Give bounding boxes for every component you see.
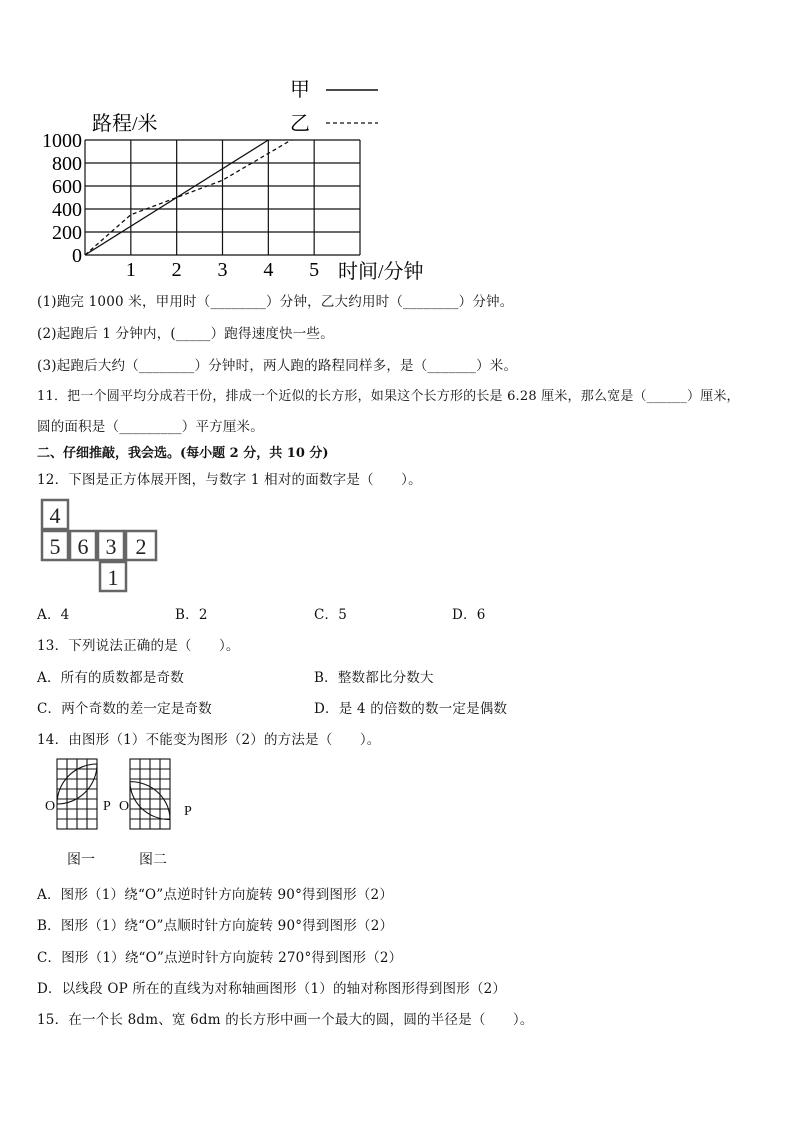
q10-part2: (2)起跑后 1 分钟内，(_____）跑得速度快一些。: [37, 326, 334, 342]
q12-option-b[interactable]: B．2: [175, 607, 208, 623]
y-tick-label: 400: [52, 199, 82, 221]
q13-option-c[interactable]: C．两个奇数的差一定是奇数: [37, 701, 212, 717]
q13-option-a[interactable]: A．所有的质数都是奇数: [37, 670, 184, 686]
x-tick-label: 1: [125, 259, 136, 281]
legend-a-label: 甲: [290, 79, 310, 101]
figure-2-caption: 图二: [139, 853, 167, 868]
chart-series: [85, 140, 291, 255]
q11-line2: 圆的面积是（_________）平方厘米。: [37, 419, 264, 435]
q11-line1: 11．把一个圆平均分成若干份，排成一个近似的长方形，如果这个长方形的长是 6.28 厘米，那么宽是（______）厘米，: [37, 389, 740, 404]
x-axis-label: 时间/分钟: [338, 261, 424, 283]
q12-stem: 12．下图是正方体展开图，与数字 1 相对的面数字是（ ）。: [37, 472, 422, 488]
x-tick-label: 3: [217, 259, 228, 281]
net-number-1: 5: [49, 534, 61, 559]
q14-stem: 14．由图形（1）不能变为图形（2）的方法是（ ）。: [37, 732, 381, 748]
series-line-2: [85, 140, 291, 255]
x-tick-label: 2: [171, 259, 182, 281]
y-tick-labels: [42, 130, 82, 267]
q12-option-c[interactable]: C．5: [314, 607, 348, 623]
q10-part1: (1)跑完 1000 米，甲用时（________）分钟，乙大约用时（________）分钟。: [37, 294, 514, 310]
q10-part3: (3)起跑后大约（________）分钟时，两人跑的路程同样多，是（_______）米。: [37, 358, 518, 374]
legend-b-label: 乙: [290, 113, 310, 135]
fig2-point-o: O: [119, 799, 130, 814]
y-tick-label: 200: [52, 222, 82, 244]
q13-stem: 13．下列说法正确的是（ ）。: [37, 638, 240, 654]
q13-option-b[interactable]: B．整数都比分数大: [314, 670, 434, 686]
q13-option-d[interactable]: D．是 4 的倍数的数一定是偶数: [314, 701, 508, 717]
cube-net-figure: [38, 497, 162, 593]
section-heading: 二、仔细推敲，我会选。(每小题 2 分，共 10 分): [37, 446, 329, 461]
chart-grid: [85, 140, 360, 255]
q12-option-a[interactable]: A．4: [37, 607, 70, 623]
figure-1-caption: 图一: [67, 853, 95, 868]
rotation-figures: [40, 756, 210, 872]
x-tick-label: 5: [309, 259, 320, 281]
q14-option-d[interactable]: D．以线段 OP 所在的直线为对称轴画图形（1）的轴对称图形得到图形（2）: [37, 981, 507, 997]
net-number-3: 3: [105, 534, 117, 559]
fig1-point-p: P: [103, 799, 111, 814]
net-number-4: 2: [135, 534, 147, 559]
net-number-2: 6: [77, 534, 89, 559]
x-tick-labels: [126, 259, 319, 281]
figure-2-grid: [130, 759, 170, 829]
y-tick-label: 800: [52, 153, 82, 175]
fig1-point-o: O: [45, 799, 56, 814]
y-tick-label: 0: [72, 245, 82, 267]
y-axis-label: 路程/米: [92, 113, 158, 135]
fig2-point-p: P: [184, 804, 192, 819]
q12-option-d[interactable]: D．6: [452, 607, 486, 623]
q14-option-a[interactable]: A．图形（1）绕“O”点逆时针方向旋转 90°得到图形（2）: [37, 887, 394, 903]
y-tick-label: 1000: [42, 130, 82, 152]
net-number-top: 4: [49, 503, 61, 528]
q15-stem: 15．在一个长 8dm、宽 6dm 的长方形中画一个最大的圆，圆的半径是（ ）。: [37, 1012, 534, 1028]
x-tick-label: 4: [263, 259, 274, 281]
q14-option-b[interactable]: B．图形（1）绕“O”点顺时针方向旋转 90°得到图形（2）: [37, 918, 394, 934]
net-number-bottom: 1: [107, 565, 119, 590]
y-tick-label: 600: [52, 176, 82, 198]
q14-option-c[interactable]: C．图形（1）绕“O”点逆时针方向旋转 270°得到图形（2）: [37, 950, 403, 966]
distance-time-chart: [30, 70, 450, 285]
